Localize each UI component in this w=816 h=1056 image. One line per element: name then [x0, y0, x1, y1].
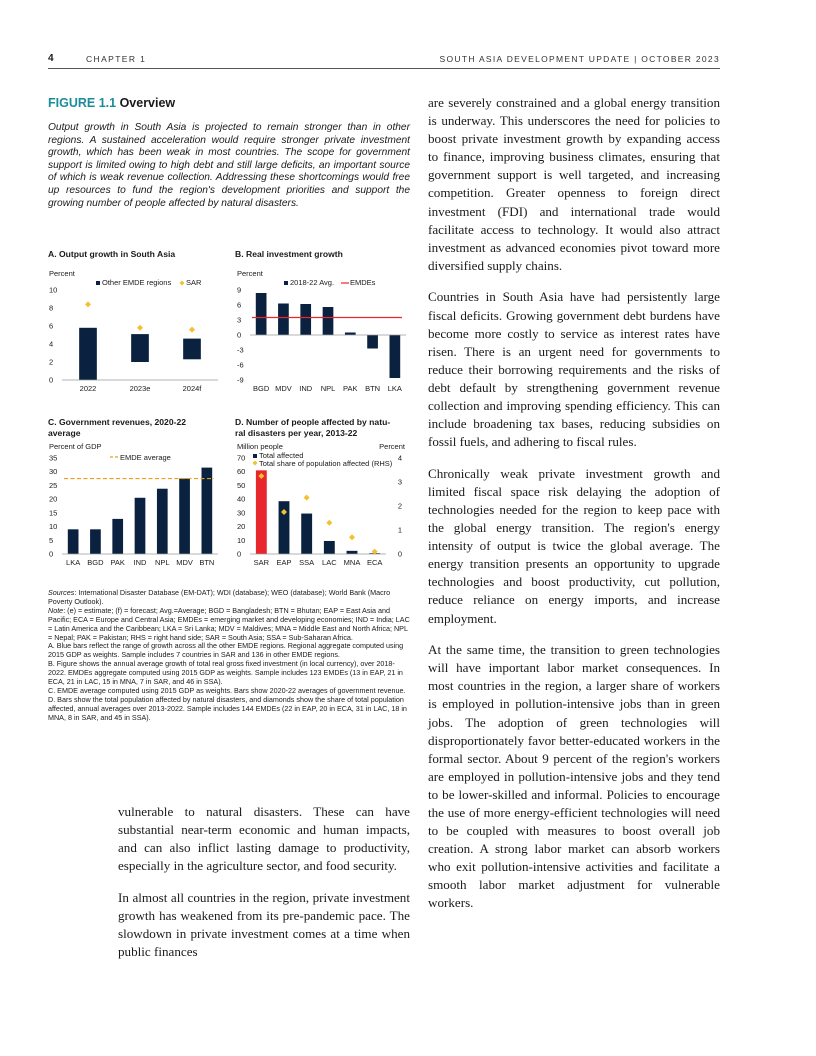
figure-name: Overview: [119, 96, 176, 110]
x-tick-label: LAC: [322, 558, 337, 567]
chart-a-ylabel: Percent: [49, 269, 75, 278]
page-number: 4: [48, 53, 54, 64]
notes-d: D. Bars show the total population affected by natural disasters, and diamonds show the share of total population affected, annual averages over 2013-2022. Sample includes 144 EMDEs (22 in EAP, 20 in ECA, 31 in LAC, 18 in MNA, 8 in SAR, and 45 in SSA).: [48, 694, 407, 722]
bar: [90, 529, 101, 554]
y-tick-label: 4: [49, 339, 54, 349]
bar: [301, 514, 312, 554]
chart-c-legend-1: EMDE average: [120, 453, 171, 462]
bar: [68, 529, 79, 554]
y-tick-label: 40: [237, 494, 246, 504]
y-tick-label: 5: [49, 535, 54, 545]
panel-a-title: A. Output growth in South Asia: [48, 249, 176, 259]
x-tick-label: SSA: [299, 558, 315, 567]
body-paragraph: Countries in South Asia have had persistently large fiscal deficits. Growing government debt burdens have become more costly to service as interest rates have risen. There is an urgent need for governments to reduce their borrowing requirements and the risks of debt default by strengthening government revenue collection and improving spending efficiency. This can include broadening tax bases, reducing subsidies on fossil fuels, and adhering to fiscal rules.: [428, 289, 720, 450]
y-tick-label: 0: [237, 330, 242, 340]
x-tick-label: MDV: [176, 558, 193, 567]
bar: [202, 468, 213, 554]
panel-d-title-line1: D. Number of people affected by natu-: [235, 417, 391, 427]
bar: [157, 489, 168, 554]
y-tick-label-right: 0: [397, 549, 403, 559]
panel-d-title-line2: ral disasters per year, 2013-22: [235, 427, 358, 438]
bar: [256, 293, 267, 335]
notes-sources: Sources: International Disaster Database (EM-DAT); WDI (database); WEO (database); World Bank (Macro Poverty Outlook).: [48, 588, 391, 606]
x-tick-label: MDV: [275, 384, 292, 393]
report-title: SOUTH ASIA DEVELOPMENT UPDATE | OCTOBER 2023: [439, 54, 720, 64]
y-tick-label: 20: [49, 494, 58, 504]
y-tick-label: 6: [237, 300, 242, 310]
body-paragraph: are severely constrained and a global energy transition is underway. This underscores the need for policies to boost private investment growth by expanding access to finance, improving business climates, ensuring that government support is well targeted, and increasing competition. Greater openness to foreign direct investment (FDI) and international trade would facilitate access to technology. It would also attract investment as advanced economies pivot toward more diversified supply chains.: [428, 95, 720, 273]
diamond-marker: [304, 495, 310, 501]
x-tick-label: NPL: [320, 384, 336, 393]
y-tick-label: 0: [49, 549, 54, 559]
y-tick-label: 10: [49, 522, 58, 532]
chart-d-legend-bar-swatch: [253, 454, 257, 458]
y-tick-label: 8: [49, 303, 54, 313]
x-tick-label: BGD: [253, 384, 270, 393]
body-left-column: [118, 803, 410, 975]
chart-b-investment-growth: [228, 268, 418, 400]
chart-a-legend-diamond-swatch: [180, 281, 185, 286]
diamond-marker: [349, 534, 355, 540]
figure-title: [48, 96, 418, 110]
y-tick-label: 0: [49, 375, 54, 385]
figure-notes: [48, 589, 412, 723]
y-tick-label: -3: [237, 345, 244, 355]
range-bar: [131, 334, 149, 362]
x-tick-label: BTN: [199, 558, 215, 567]
y-tick-label: 70: [237, 453, 246, 463]
chapter-label: CHAPTER 1: [86, 54, 147, 64]
bar: [135, 498, 146, 554]
y-tick-label: -6: [237, 360, 244, 370]
x-tick-label: 2024f: [182, 384, 202, 393]
chart-a-legend-1: Other EMDE regions: [102, 278, 172, 287]
bar: [367, 335, 378, 349]
y-tick-label: 0: [237, 549, 242, 559]
range-bar: [183, 339, 201, 360]
x-tick-label: EAP: [276, 558, 292, 567]
y-tick-label: 20: [237, 522, 246, 532]
chart-b-ylabel: Percent: [237, 269, 263, 278]
y-tick-label: 30: [49, 467, 58, 477]
x-tick-label: 2022: [79, 384, 97, 393]
y-tick-label-right: 3: [397, 477, 403, 487]
y-tick-label: 50: [237, 480, 246, 490]
bar: [390, 335, 401, 378]
chart-d-ylabel-right: Percent: [379, 442, 405, 451]
chart-d-legend-1: Total affected: [259, 451, 304, 460]
header-rule: [48, 68, 720, 69]
x-tick-label: PAK: [343, 384, 358, 393]
x-tick-label: PAK: [110, 558, 125, 567]
notes-c: C. EMDE average computed using 2015 GDP as weights. Bars show 2020-22 averages of government revenue.: [48, 685, 406, 695]
figure-intro: Output growth in South Asia is projected to remain stronger than in other regions. A sustained acceleration would require stronger private investment growth, which has been weak in most countries. The scope for government support is limited owing to high debt and still large deficits, an important source of which is weak revenue collection. Addressing these shortcomings would free up resources to fund the region's development priorities and support the growing number of people affected by natural disasters.: [48, 122, 410, 209]
y-tick-label: 35: [49, 453, 58, 463]
chart-d-legend-diamond-swatch: [253, 461, 258, 466]
panel-c-title: [48, 417, 228, 438]
body-paragraph: In almost all countries in the region, private investment growth has weakened from its pre-pandemic pace. The slowdown in private investment comes at a time when public finances: [118, 889, 410, 960]
chart-c-government-revenues: [40, 441, 230, 573]
chart-c-plot: [49, 454, 218, 568]
panel-b-title: B. Real investment growth: [235, 249, 343, 259]
notes-note: Note: (e) = estimate; (f) = forecast; Avg.=Average; BGD = Bangladesh; BTN = Bhutan; EAP = East Asia and Pacific; ECA = Europe and Central Asia; EMDEs = emerging market and developing economies; IND = India; LAC = Latin America and the Caribbean; LKA = Sri Lanka; MDV = Maldives; MNA = Middle East and North Africa; NPL = Nepal; PAK = Pakistan; RHS = right hand side; SAR = South Asia; SSA = Sub-Saharan Africa.: [48, 605, 410, 642]
y-tick-label: 25: [49, 480, 58, 490]
x-tick-label: MNA: [343, 558, 361, 567]
chart-b-plot: [237, 286, 406, 394]
notes-b: B. Figure shows the annual average growth of total real gross fixed investment (in local currency), over 2018-2022. EMDEs aggregate computed using 2015 GDP as weights. Sample includes 123 EMDEs (13 in EAP, 21 in ECA, 21 in LAC, 15 in MNA, 7 in SAR, and 46 in SSA).: [48, 659, 403, 687]
x-tick-label: ECA: [366, 558, 383, 567]
body-right-column: [428, 94, 720, 926]
x-tick-label: IND: [299, 384, 313, 393]
panel-d-title: [235, 417, 415, 438]
diamond-marker: [137, 325, 143, 331]
chart-b-legend-bar-swatch: [284, 281, 288, 285]
bar: [112, 519, 123, 554]
y-tick-label: 15: [49, 508, 58, 518]
chart-b-legend-2: EMDEs: [350, 278, 376, 287]
body-paragraph: Chronically weak private investment growth and limited fiscal space risk delaying the adoption of technologies needed for the region to keep pace with the global energy transition. The region's energy intensity of output is twice the global average. The energy transition presents an opportunity to upgrade technologies and boost productivity, cut pollution, reduce reliance on energy imports, and increase employment.: [428, 465, 720, 626]
y-tick-label: 3: [237, 315, 242, 325]
chart-c-ylabel: Percent of GDP: [49, 442, 102, 451]
chart-d-ylabel: Million people: [237, 442, 283, 451]
chart-a-output-growth: [40, 268, 230, 400]
x-tick-label: LKA: [387, 384, 402, 393]
y-tick-label: -9: [237, 375, 244, 385]
chart-d-legend-2: Total share of population affected (RHS): [259, 459, 393, 468]
chart-d-plot: [237, 454, 402, 568]
bar: [323, 307, 334, 335]
diamond-marker: [189, 327, 195, 333]
figure-number: FIGURE 1.1: [48, 96, 117, 110]
notes-a: A. Blue bars reflect the range of growth across all the other EMDE regions. Regional aggregate computed using 2015 GDP as weights. Sample includes 7 countries in SAR and 136 in other EMDE regions.: [48, 641, 404, 660]
x-tick-label: IND: [133, 558, 147, 567]
diamond-marker: [85, 301, 91, 307]
y-tick-label: 30: [237, 508, 246, 518]
y-tick-label: 9: [237, 285, 242, 295]
y-tick-label: 6: [49, 321, 54, 331]
bar: [324, 541, 335, 554]
chart-b-legend-1: 2018-22 Avg.: [290, 278, 335, 287]
chart-a-plot: [49, 286, 218, 394]
chart-d-natural-disasters: [228, 441, 418, 573]
panel-c-title-line2: average: [48, 427, 81, 438]
body-paragraph: At the same time, the transition to green technologies will have important labor market consequences. In most countries in the region, a larger share of workers is employed in pollution-intensive jobs than in green jobs. The adoption of green technologies will disproportionately favor better-educated workers in the formal sector. About 9 percent of the region's workers are employed in pollution-intensive jobs and they tend to be lower-skilled and informal. Policies to encourage the use of more energy-efficient technologies will need to be coupled with measures to boost overall job creation. A strong labor market can absorb workers who exit pollution-intensive activities and facilitate a smooth labor market adjustment for vulnerable workers.: [428, 642, 720, 911]
y-tick-label-right: 4: [397, 453, 403, 463]
chart-a-legend-bar-swatch: [96, 281, 100, 285]
x-tick-label: BGD: [87, 558, 104, 567]
y-tick-label: 60: [237, 467, 246, 477]
x-tick-label: LKA: [66, 558, 81, 567]
x-tick-label: BTN: [365, 384, 381, 393]
y-tick-label-right: 1: [397, 525, 403, 535]
bar: [300, 304, 311, 335]
panel-c-title-line1: C. Government revenues, 2020-22: [48, 417, 187, 427]
bar: [278, 304, 289, 336]
x-tick-label: NPL: [154, 558, 170, 567]
bar: [347, 551, 358, 554]
range-bar: [79, 328, 97, 380]
body-paragraph: vulnerable to natural disasters. These can have substantial near-term economic and human impacts, and can also inflict lasting damage to productivity, especially in the agriculture sector, and food security.: [118, 804, 410, 874]
y-tick-label-right: 2: [397, 501, 403, 511]
diamond-marker: [326, 520, 332, 526]
y-tick-label: 2: [49, 357, 54, 367]
chart-a-legend-2: SAR: [186, 278, 202, 287]
x-tick-label: SAR: [253, 558, 270, 567]
y-tick-label: 10: [49, 285, 58, 295]
y-tick-label: 10: [237, 535, 246, 545]
bar: [256, 470, 267, 554]
bar: [179, 479, 190, 554]
x-tick-label: 2023e: [129, 384, 151, 393]
